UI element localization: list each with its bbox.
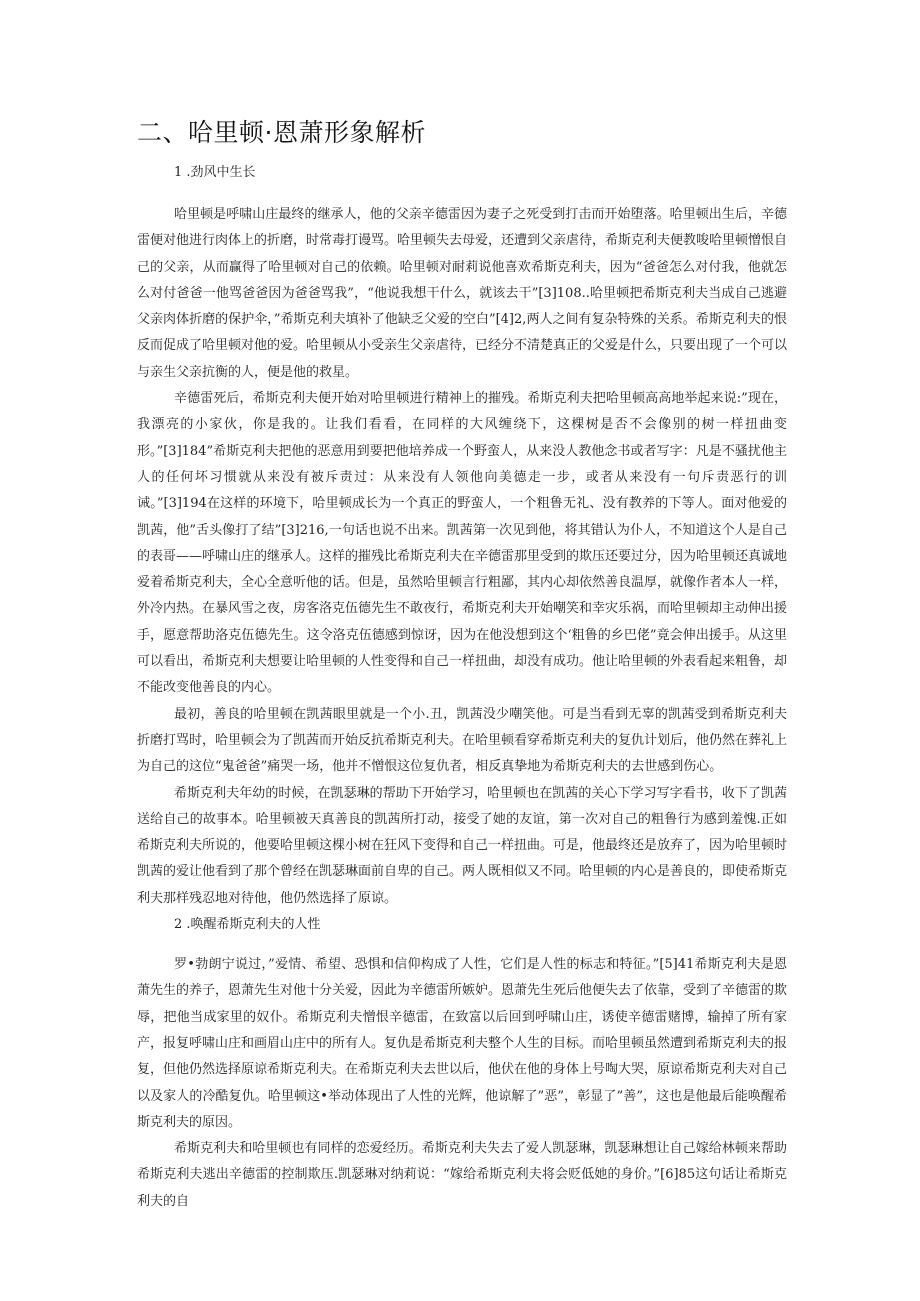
paragraph: 罗•勃朗宁说过，”爱情、希望、恐惧和信仰构成了人性，它们是人性的标志和特征。”[5]41希斯克利夫是恩萧先生的养子，恩萧先生对他十分关爱，因此为辛德雷所嫉妒。恩萧先生死后他便失去了依靠，受到了辛德雷的欺辱，把他当成家里的奴仆。希斯克利夫憎恨辛德雷，在致富以后回到呼啸山庄，诱使辛德雷赌博，输掉了所有家产，报复呼啸山庄和画眉山庄中的所有人。复仇是希斯克利夫整个人生的目标。而哈里顿虽然遭到希斯克利夫的报复，但他仍然选择原谅希斯克利夫。在希斯克利夫去世以后，他伏在他的身体上号啕大哭，原谅希斯克利夫对自己以及家人的冷酷复仇。哈里顿这•举动体现出了人性的光辉，他谅解了”恶”，彰显了”善”，这也是他最后能唤醒希斯克利夫的原因。 [137, 957, 788, 1130]
paragraph: 希斯克利夫年幼的时候，在凯瑟琳的帮助下开始学习，哈里顿也在凯茜的关心下学习写字看书，收下了凯茜送给自己的故事本。哈里顿被天真善良的凯茜所打动，接受了她的友谊，第一次对自己的粗鲁行为感到羞愧.正如希斯克利夫所说的，他要哈里顿这棵小树在狂风下变得和自己一样扭曲。可是，他最终还是放弃了，因为哈里顿时凯茜的爱让他看到了那个曾经在凯瑟琳面前自卑的自己。两人既相似又不同。哈里顿的内心是善良的，即使希斯克利夫那样残忍地对待他，他仍然选择了原谅。 [137, 785, 788, 906]
subsection-growth [137, 160, 787, 912]
subsection-heading: 1 .劲风中生长 [174, 165, 256, 180]
subsection-awakening [137, 912, 787, 1215]
document-body [137, 160, 787, 1215]
paragraph: 辛德雷死后，希斯克利夫便开始对哈里顿进行精神上的摧残。希斯克利夫把哈里顿高高地举起来说:”现在，我漂亮的小家伙，你是我的。让我们看看，在同样的大风缠绕下，这棵树是否不会像别的树一样扭曲变形。”[3]184”希斯克利夫把他的恶意用到要把他培养成一个野蛮人，从来没人教他念书或者写字：凡是不骚扰他主人的任何坏习惯就从来没有被斥责过：从来没有人领他向美德走一步，或者从来没有一句斥责恶行的训诫。”[3]194在这样的环境下，哈里顿成长为一个真正的野蛮人，一个粗鲁无礼、没有教养的下等人。面对他爱的凯茜，他”舌头像打了结”[3]216,一句话也说不出来。凯茜第一次见到他，将其错认为仆人，不知道这个人是自己的表哥——呼啸山庄的继承人。这样的摧残比希斯克利夫在辛德雷那里受到的欺压还要过分，因为哈里顿还真诚地爱着希斯克利夫，全心全意听他的话。但是，虽然哈里顿言行粗鄙，其内心却依然善良温厚，就像作者本人一样，外冷内热。在暴风雪之夜，房客洛克伍德先生不敢夜行，希斯克利夫开始嘲笑和幸灾乐祸，而哈里顿却主动伸出援手，愿意帮助洛克伍德先生。这令洛克伍德感到惊讶，因为在他没想到这个‘粗鲁的乡巴佬”竟会伸出援手。从这里可以看出，希斯克利夫想要让哈里顿的人性变得和自己一样扭曲，却没有成功。他让哈里顿的外表看起来粗鲁，却不能改变他善良的内心。 [137, 391, 788, 696]
subsection-heading: 2 .唤醒希斯克利夫的人性 [174, 917, 321, 933]
paragraph: 最初，善良的哈里顿在凯茜眼里就是一个小.丑，凯茜没少嘲笑他。可是当看到无辜的凯茜受到希斯克利夫折磨打骂时，哈里顿会为了凯茜而开始反抗希斯克利夫。在哈里顿看穿希斯克利夫的复仇计划后，他仍然在葬礼上为自己的这位“鬼爸爸”痛哭一场，他并不憎恨这位复仇者，相反真挚地为希斯克利夫的去世感到伤心。 [137, 706, 788, 775]
paragraph: 哈里顿是呼啸山庄最终的继承人，他的父亲辛德雷因为妻子之死受到打击而开始堕落。哈里顿出生后，辛德雷便对他进行肉体上的折磨，时常毒打谩骂。哈里顿失去母爱，还遭到父亲虐待，希斯克利夫便教唆哈里顿憎恨自己的父亲，从而赢得了哈里顿对自己的依赖。哈里顿对耐莉说他喜欢希斯克利夫，因为“爸爸怎么对付我，他就怎么对付爸爸一他骂爸爸因为爸爸骂我”，“他说我想干什么，就该去干”[3]108..哈里顿把希斯克利夫当成自己逃避父亲肉体折磨的保护伞，”希斯克利夫填补了他缺乏父爱的空白”[4]2,两人之间有复杂特殊的关系。希斯克利夫的恨反而促成了哈里顿对他的爱。哈里顿从小受亲生父亲虐待，已经分不清楚真正的父爱是什么，只要出现了一个可以与亲生父亲抗衡的人，便是他的救星。 [137, 207, 788, 380]
section-heading: 二、哈里顿·恩萧形象解析 [137, 118, 426, 147]
paragraph: 希斯克利夫和哈里顿也有同样的恋爱经历。希斯克利夫失去了爱人凯瑟琳，凯瑟琳想让自己嫁给林顿来帮助希斯克利夫逃出辛德雷的控制欺压.凯瑟琳对纳莉说：“嫁给希斯克利夫将会贬低她的身价。”[6]85这句话让希斯克利夫的自 [137, 1141, 787, 1209]
